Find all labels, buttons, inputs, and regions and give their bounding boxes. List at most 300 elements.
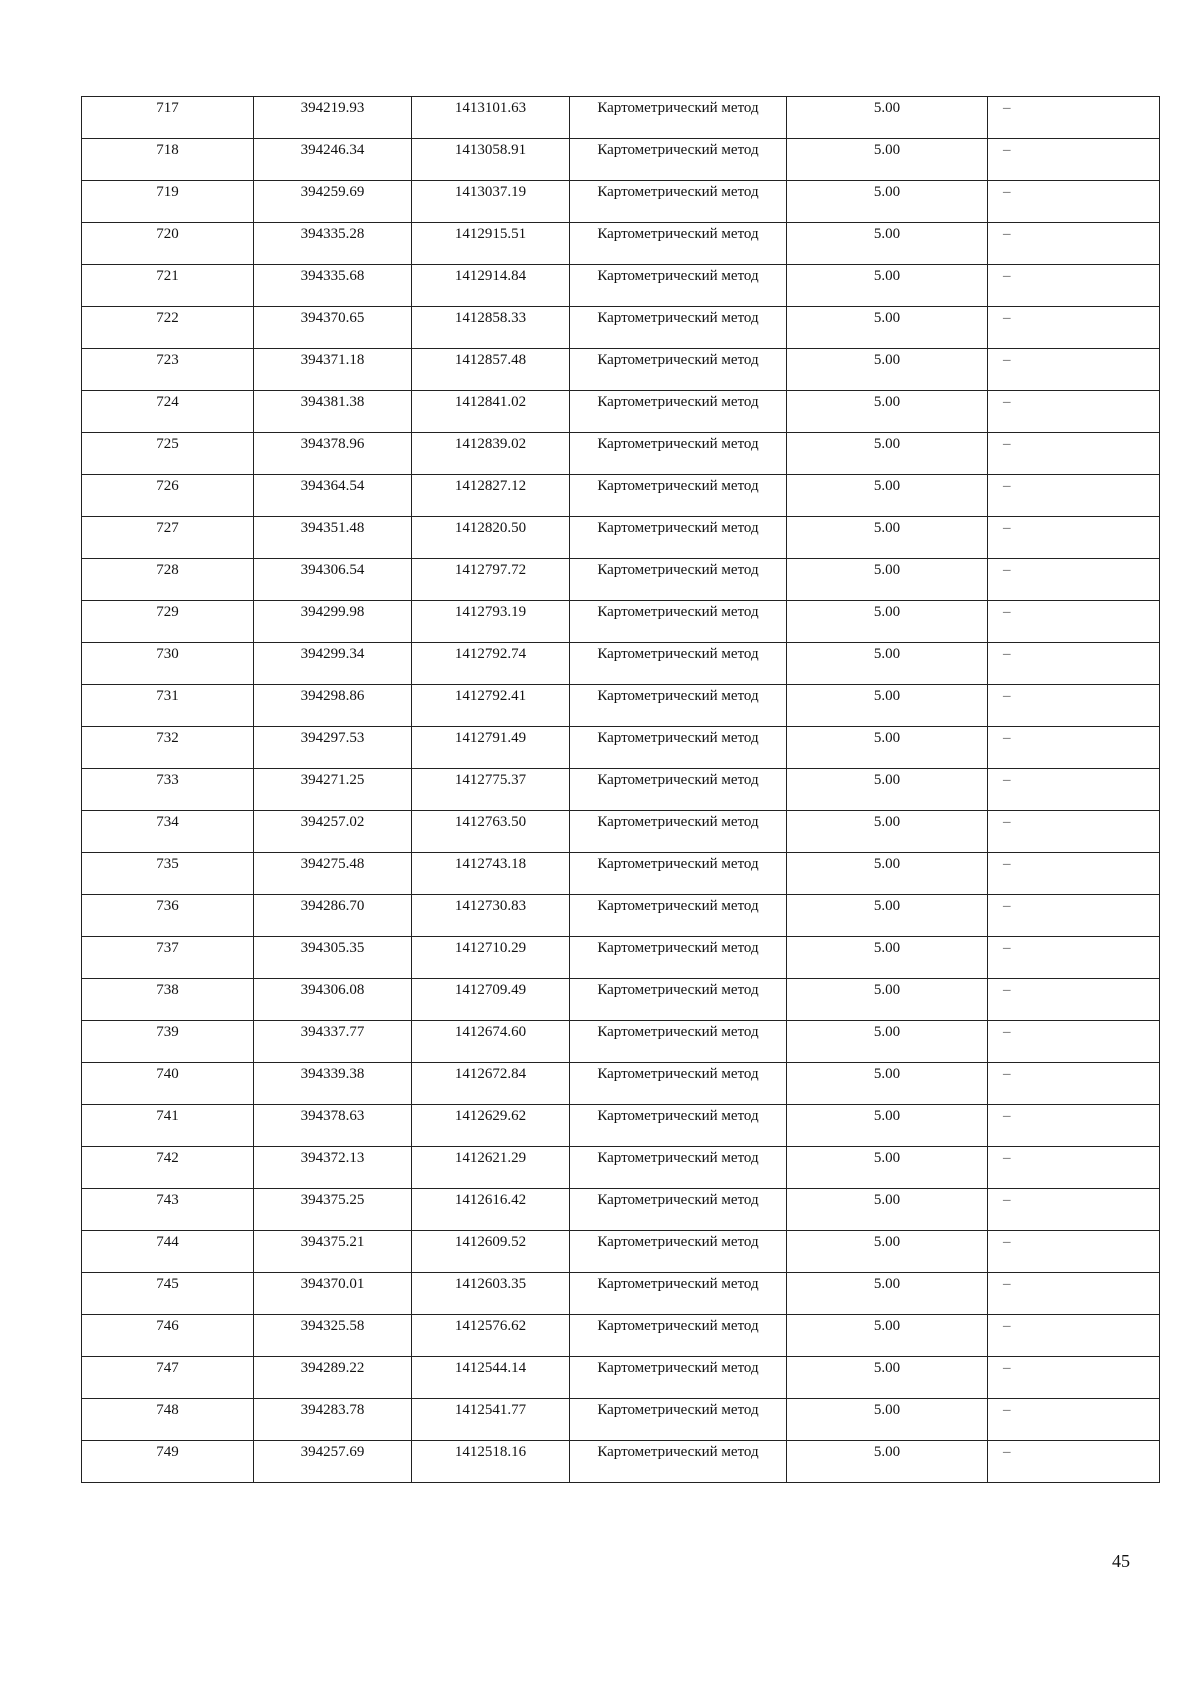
y-coordinate-cell xyxy=(412,643,570,685)
point-number-cell-text: 737 xyxy=(156,940,179,956)
method-cell xyxy=(570,1273,787,1315)
table-row xyxy=(82,307,1160,349)
x-coordinate-cell-text: 394339.38 xyxy=(300,1066,365,1082)
point-number-cell-text: 745 xyxy=(156,1276,179,1292)
y-coordinate-cell xyxy=(412,433,570,475)
point-number-cell-text: 722 xyxy=(156,310,179,326)
point-number-cell-text: 723 xyxy=(156,352,179,368)
description-cell-text: – xyxy=(1003,1108,1011,1124)
method-cell-text: Картометрический метод xyxy=(597,268,759,284)
method-cell-text: Картометрический метод xyxy=(597,478,759,494)
x-coordinate-cell xyxy=(254,895,412,937)
description-cell xyxy=(988,1063,1160,1105)
description-cell-text: – xyxy=(1003,1024,1011,1040)
point-number-cell-text: 740 xyxy=(156,1066,179,1082)
description-cell xyxy=(988,895,1160,937)
accuracy-cell xyxy=(787,685,988,727)
description-cell xyxy=(988,811,1160,853)
x-coordinate-cell-text: 394299.34 xyxy=(300,646,365,662)
table-row xyxy=(82,895,1160,937)
point-number-cell xyxy=(82,643,254,685)
x-coordinate-cell-text: 394289.22 xyxy=(300,1360,365,1376)
description-cell-text: – xyxy=(1003,436,1011,452)
description-cell xyxy=(988,307,1160,349)
x-coordinate-cell xyxy=(254,1021,412,1063)
description-cell-text: – xyxy=(1003,394,1011,410)
x-coordinate-cell xyxy=(254,1273,412,1315)
x-coordinate-cell xyxy=(254,1189,412,1231)
accuracy-cell-text: 5.00 xyxy=(873,1108,901,1124)
method-cell xyxy=(570,349,787,391)
point-number-cell-text: 739 xyxy=(156,1024,179,1040)
y-coordinate-cell-text: 1413101.63 xyxy=(454,100,527,116)
method-cell-text: Картометрический метод xyxy=(597,1360,759,1376)
point-number-cell-text: 719 xyxy=(156,184,179,200)
method-cell-text: Картометрический метод xyxy=(597,814,759,830)
y-coordinate-cell-text: 1412857.48 xyxy=(454,352,527,368)
x-coordinate-cell xyxy=(254,937,412,979)
y-coordinate-cell-text: 1412841.02 xyxy=(454,394,527,410)
method-cell xyxy=(570,685,787,727)
y-coordinate-cell xyxy=(412,307,570,349)
y-coordinate-cell-text: 1412792.74 xyxy=(454,646,527,662)
x-coordinate-cell-text: 394271.25 xyxy=(300,772,365,788)
accuracy-cell xyxy=(787,1063,988,1105)
accuracy-cell-text: 5.00 xyxy=(873,646,901,662)
method-cell-text: Картометрический метод xyxy=(597,1024,759,1040)
x-coordinate-cell-text: 394257.02 xyxy=(300,814,365,830)
description-cell xyxy=(988,1231,1160,1273)
method-cell-text: Картометрический метод xyxy=(597,1150,759,1166)
method-cell-text: Картометрический метод xyxy=(597,982,759,998)
y-coordinate-cell xyxy=(412,1231,570,1273)
point-number-cell-text: 731 xyxy=(156,688,179,704)
point-number-cell-text: 736 xyxy=(156,898,179,914)
description-cell xyxy=(988,97,1160,139)
method-cell xyxy=(570,265,787,307)
point-number-cell-text: 747 xyxy=(156,1360,179,1376)
x-coordinate-cell-text: 394351.48 xyxy=(300,520,365,536)
description-cell-text: – xyxy=(1003,898,1011,914)
accuracy-cell xyxy=(787,1189,988,1231)
table-row xyxy=(82,643,1160,685)
point-number-cell xyxy=(82,1147,254,1189)
y-coordinate-cell xyxy=(412,937,570,979)
y-coordinate-cell-text: 1412709.49 xyxy=(454,982,527,998)
y-coordinate-cell xyxy=(412,769,570,811)
method-cell-text: Картометрический метод xyxy=(597,562,759,578)
accuracy-cell xyxy=(787,979,988,1021)
description-cell-text: – xyxy=(1003,1150,1011,1166)
description-cell-text: – xyxy=(1003,856,1011,872)
point-number-cell xyxy=(82,685,254,727)
x-coordinate-cell xyxy=(254,1231,412,1273)
x-coordinate-cell xyxy=(254,349,412,391)
accuracy-cell-text: 5.00 xyxy=(873,730,901,746)
coordinates-table-body xyxy=(82,97,1160,1483)
point-number-cell xyxy=(82,727,254,769)
y-coordinate-cell-text: 1412775.37 xyxy=(454,772,527,788)
accuracy-cell xyxy=(787,391,988,433)
accuracy-cell xyxy=(787,1231,988,1273)
point-number-cell xyxy=(82,1315,254,1357)
point-number-cell xyxy=(82,1063,254,1105)
accuracy-cell-text: 5.00 xyxy=(873,142,901,158)
x-coordinate-cell xyxy=(254,1441,412,1483)
description-cell xyxy=(988,937,1160,979)
accuracy-cell xyxy=(787,139,988,181)
y-coordinate-cell xyxy=(412,853,570,895)
x-coordinate-cell xyxy=(254,979,412,1021)
y-coordinate-cell-text: 1412541.77 xyxy=(454,1402,527,1418)
y-coordinate-cell xyxy=(412,265,570,307)
method-cell-text: Картометрический метод xyxy=(597,898,759,914)
y-coordinate-cell xyxy=(412,517,570,559)
method-cell-text: Картометрический метод xyxy=(597,520,759,536)
x-coordinate-cell xyxy=(254,727,412,769)
point-number-cell xyxy=(82,1399,254,1441)
table-row xyxy=(82,475,1160,517)
method-cell-text: Картометрический метод xyxy=(597,1234,759,1250)
y-coordinate-cell-text: 1412839.02 xyxy=(454,436,527,452)
method-cell xyxy=(570,433,787,475)
y-coordinate-cell xyxy=(412,1063,570,1105)
x-coordinate-cell xyxy=(254,139,412,181)
point-number-cell-text: 728 xyxy=(156,562,179,578)
point-number-cell xyxy=(82,1273,254,1315)
method-cell-text: Картометрический метод xyxy=(597,310,759,326)
method-cell xyxy=(570,559,787,601)
x-coordinate-cell-text: 394378.63 xyxy=(300,1108,365,1124)
y-coordinate-cell-text: 1412672.84 xyxy=(454,1066,527,1082)
x-coordinate-cell-text: 394283.78 xyxy=(300,1402,365,1418)
accuracy-cell xyxy=(787,895,988,937)
page-number: 45 xyxy=(1112,1551,1130,1571)
description-cell-text: – xyxy=(1003,730,1011,746)
accuracy-cell-text: 5.00 xyxy=(873,562,901,578)
method-cell-text: Картометрический метод xyxy=(597,436,759,452)
y-coordinate-cell-text: 1412797.72 xyxy=(454,562,527,578)
method-cell xyxy=(570,727,787,769)
method-cell-text: Картометрический метод xyxy=(597,646,759,662)
accuracy-cell-text: 5.00 xyxy=(873,394,901,410)
description-cell xyxy=(988,223,1160,265)
y-coordinate-cell xyxy=(412,349,570,391)
description-cell xyxy=(988,1147,1160,1189)
table-row xyxy=(82,181,1160,223)
x-coordinate-cell xyxy=(254,223,412,265)
point-number-cell xyxy=(82,517,254,559)
x-coordinate-cell xyxy=(254,265,412,307)
method-cell xyxy=(570,979,787,1021)
x-coordinate-cell xyxy=(254,853,412,895)
y-coordinate-cell-text: 1412629.62 xyxy=(454,1108,527,1124)
table-row xyxy=(82,769,1160,811)
point-number-cell xyxy=(82,97,254,139)
description-cell xyxy=(988,685,1160,727)
y-coordinate-cell-text: 1412609.52 xyxy=(454,1234,527,1250)
point-number-cell-text: 727 xyxy=(156,520,179,536)
description-cell xyxy=(988,853,1160,895)
accuracy-cell-text: 5.00 xyxy=(873,1066,901,1082)
description-cell xyxy=(988,349,1160,391)
x-coordinate-cell xyxy=(254,475,412,517)
y-coordinate-cell xyxy=(412,1315,570,1357)
method-cell-text: Картометрический метод xyxy=(597,142,759,158)
x-coordinate-cell-text: 394246.34 xyxy=(300,142,365,158)
x-coordinate-cell-text: 394297.53 xyxy=(300,730,365,746)
y-coordinate-cell xyxy=(412,685,570,727)
y-coordinate-cell-text: 1412710.29 xyxy=(454,940,527,956)
point-number-cell-text: 748 xyxy=(156,1402,179,1418)
description-cell-text: – xyxy=(1003,268,1011,284)
point-number-cell-text: 724 xyxy=(156,394,179,410)
table-row xyxy=(82,223,1160,265)
accuracy-cell xyxy=(787,349,988,391)
y-coordinate-cell xyxy=(412,1189,570,1231)
accuracy-cell-text: 5.00 xyxy=(873,100,901,116)
accuracy-cell xyxy=(787,811,988,853)
description-cell xyxy=(988,1105,1160,1147)
table-row xyxy=(82,97,1160,139)
point-number-cell-text: 746 xyxy=(156,1318,179,1334)
accuracy-cell-text: 5.00 xyxy=(873,1234,901,1250)
x-coordinate-cell xyxy=(254,391,412,433)
description-cell-text: – xyxy=(1003,184,1011,200)
method-cell-text: Картометрический метод xyxy=(597,226,759,242)
point-number-cell xyxy=(82,811,254,853)
method-cell xyxy=(570,853,787,895)
accuracy-cell xyxy=(787,307,988,349)
point-number-cell xyxy=(82,181,254,223)
accuracy-cell xyxy=(787,643,988,685)
method-cell-text: Картометрический метод xyxy=(597,1318,759,1334)
accuracy-cell-text: 5.00 xyxy=(873,1192,901,1208)
y-coordinate-cell-text: 1412730.83 xyxy=(454,898,527,914)
table-row xyxy=(82,1315,1160,1357)
x-coordinate-cell xyxy=(254,1315,412,1357)
method-cell xyxy=(570,1399,787,1441)
method-cell-text: Картометрический метод xyxy=(597,730,759,746)
method-cell xyxy=(570,517,787,559)
accuracy-cell xyxy=(787,1441,988,1483)
accuracy-cell-text: 5.00 xyxy=(873,310,901,326)
table-row xyxy=(82,811,1160,853)
accuracy-cell-text: 5.00 xyxy=(873,1360,901,1376)
point-number-cell-text: 743 xyxy=(156,1192,179,1208)
accuracy-cell xyxy=(787,265,988,307)
description-cell-text: – xyxy=(1003,1234,1011,1250)
description-cell xyxy=(988,391,1160,433)
method-cell-text: Картометрический метод xyxy=(597,1444,759,1460)
point-number-cell-text: 735 xyxy=(156,856,179,872)
x-coordinate-cell xyxy=(254,643,412,685)
y-coordinate-cell xyxy=(412,1105,570,1147)
point-number-cell-text: 749 xyxy=(156,1444,179,1460)
point-number-cell xyxy=(82,475,254,517)
x-coordinate-cell xyxy=(254,601,412,643)
method-cell-text: Картометрический метод xyxy=(597,772,759,788)
table-row xyxy=(82,979,1160,1021)
accuracy-cell-text: 5.00 xyxy=(873,814,901,830)
description-cell xyxy=(988,643,1160,685)
description-cell-text: – xyxy=(1003,1318,1011,1334)
method-cell xyxy=(570,181,787,223)
x-coordinate-cell xyxy=(254,1357,412,1399)
y-coordinate-cell xyxy=(412,601,570,643)
point-number-cell xyxy=(82,937,254,979)
description-cell xyxy=(988,601,1160,643)
y-coordinate-cell-text: 1412621.29 xyxy=(454,1150,527,1166)
point-number-cell xyxy=(82,1105,254,1147)
method-cell xyxy=(570,1189,787,1231)
point-number-cell xyxy=(82,1189,254,1231)
method-cell-text: Картометрический метод xyxy=(597,1108,759,1124)
table-row xyxy=(82,1189,1160,1231)
description-cell-text: – xyxy=(1003,1360,1011,1376)
method-cell xyxy=(570,895,787,937)
method-cell xyxy=(570,643,787,685)
accuracy-cell xyxy=(787,181,988,223)
x-coordinate-cell xyxy=(254,769,412,811)
x-coordinate-cell xyxy=(254,307,412,349)
x-coordinate-cell-text: 394375.25 xyxy=(300,1192,365,1208)
description-cell xyxy=(988,979,1160,1021)
point-number-cell xyxy=(82,139,254,181)
x-coordinate-cell-text: 394257.69 xyxy=(300,1444,365,1460)
y-coordinate-cell-text: 1412820.50 xyxy=(454,520,527,536)
method-cell xyxy=(570,769,787,811)
description-cell-text: – xyxy=(1003,646,1011,662)
x-coordinate-cell-text: 394378.96 xyxy=(300,436,365,452)
description-cell-text: – xyxy=(1003,352,1011,368)
description-cell xyxy=(988,181,1160,223)
accuracy-cell-text: 5.00 xyxy=(873,520,901,536)
point-number-cell-text: 738 xyxy=(156,982,179,998)
table-row xyxy=(82,517,1160,559)
y-coordinate-cell xyxy=(412,1147,570,1189)
method-cell xyxy=(570,139,787,181)
description-cell-text: – xyxy=(1003,562,1011,578)
table-row xyxy=(82,265,1160,307)
point-number-cell-text: 721 xyxy=(156,268,179,284)
x-coordinate-cell xyxy=(254,1147,412,1189)
table-row xyxy=(82,937,1160,979)
point-number-cell xyxy=(82,601,254,643)
point-number-cell-text: 741 xyxy=(156,1108,179,1124)
table-row xyxy=(82,1441,1160,1483)
accuracy-cell-text: 5.00 xyxy=(873,1402,901,1418)
x-coordinate-cell xyxy=(254,1063,412,1105)
table-row xyxy=(82,727,1160,769)
table-row xyxy=(82,1147,1160,1189)
method-cell xyxy=(570,1357,787,1399)
method-cell xyxy=(570,601,787,643)
table-row xyxy=(82,1105,1160,1147)
description-cell-text: – xyxy=(1003,940,1011,956)
x-coordinate-cell-text: 394370.65 xyxy=(300,310,365,326)
point-number-cell xyxy=(82,391,254,433)
description-cell xyxy=(988,1441,1160,1483)
table-row xyxy=(82,685,1160,727)
point-number-cell xyxy=(82,769,254,811)
point-number-cell xyxy=(82,1441,254,1483)
point-number-cell-text: 742 xyxy=(156,1150,179,1166)
accuracy-cell xyxy=(787,769,988,811)
accuracy-cell xyxy=(787,1315,988,1357)
description-cell xyxy=(988,1021,1160,1063)
method-cell-text: Картометрический метод xyxy=(597,1276,759,1292)
description-cell xyxy=(988,1399,1160,1441)
method-cell xyxy=(570,97,787,139)
x-coordinate-cell-text: 394275.48 xyxy=(300,856,365,872)
accuracy-cell-text: 5.00 xyxy=(873,352,901,368)
point-number-cell-text: 730 xyxy=(156,646,179,662)
y-coordinate-cell xyxy=(412,979,570,1021)
y-coordinate-cell-text: 1412616.42 xyxy=(454,1192,527,1208)
y-coordinate-cell xyxy=(412,97,570,139)
accuracy-cell-text: 5.00 xyxy=(873,982,901,998)
description-cell xyxy=(988,1189,1160,1231)
method-cell-text: Картометрический метод xyxy=(597,1066,759,1082)
y-coordinate-cell xyxy=(412,559,570,601)
accuracy-cell xyxy=(787,937,988,979)
accuracy-cell-text: 5.00 xyxy=(873,478,901,494)
x-coordinate-cell-text: 394286.70 xyxy=(300,898,365,914)
method-cell-text: Картометрический метод xyxy=(597,688,759,704)
description-cell-text: – xyxy=(1003,982,1011,998)
x-coordinate-cell xyxy=(254,1105,412,1147)
description-cell-text: – xyxy=(1003,604,1011,620)
accuracy-cell-text: 5.00 xyxy=(873,898,901,914)
point-number-cell xyxy=(82,853,254,895)
method-cell xyxy=(570,391,787,433)
y-coordinate-cell-text: 1412763.50 xyxy=(454,814,527,830)
y-coordinate-cell xyxy=(412,1021,570,1063)
table-row xyxy=(82,1273,1160,1315)
y-coordinate-cell-text: 1412544.14 xyxy=(454,1360,527,1376)
y-coordinate-cell-text: 1413058.91 xyxy=(454,142,527,158)
description-cell-text: – xyxy=(1003,310,1011,326)
accuracy-cell xyxy=(787,601,988,643)
method-cell xyxy=(570,475,787,517)
description-cell-text: – xyxy=(1003,1192,1011,1208)
method-cell xyxy=(570,1231,787,1273)
point-number-cell-text: 726 xyxy=(156,478,179,494)
y-coordinate-cell xyxy=(412,1399,570,1441)
table-row xyxy=(82,1357,1160,1399)
description-cell xyxy=(988,559,1160,601)
point-number-cell xyxy=(82,223,254,265)
x-coordinate-cell-text: 394335.68 xyxy=(300,268,365,284)
table-row xyxy=(82,601,1160,643)
accuracy-cell-text: 5.00 xyxy=(873,772,901,788)
method-cell-text: Картометрический метод xyxy=(597,184,759,200)
accuracy-cell-text: 5.00 xyxy=(873,688,901,704)
accuracy-cell xyxy=(787,1357,988,1399)
point-number-cell xyxy=(82,307,254,349)
method-cell xyxy=(570,1441,787,1483)
accuracy-cell xyxy=(787,223,988,265)
accuracy-cell-text: 5.00 xyxy=(873,1318,901,1334)
x-coordinate-cell-text: 394371.18 xyxy=(300,352,365,368)
accuracy-cell xyxy=(787,1273,988,1315)
x-coordinate-cell xyxy=(254,685,412,727)
x-coordinate-cell-text: 394325.58 xyxy=(300,1318,365,1334)
point-number-cell xyxy=(82,1357,254,1399)
x-coordinate-cell-text: 394364.54 xyxy=(300,478,365,494)
point-number-cell xyxy=(82,895,254,937)
